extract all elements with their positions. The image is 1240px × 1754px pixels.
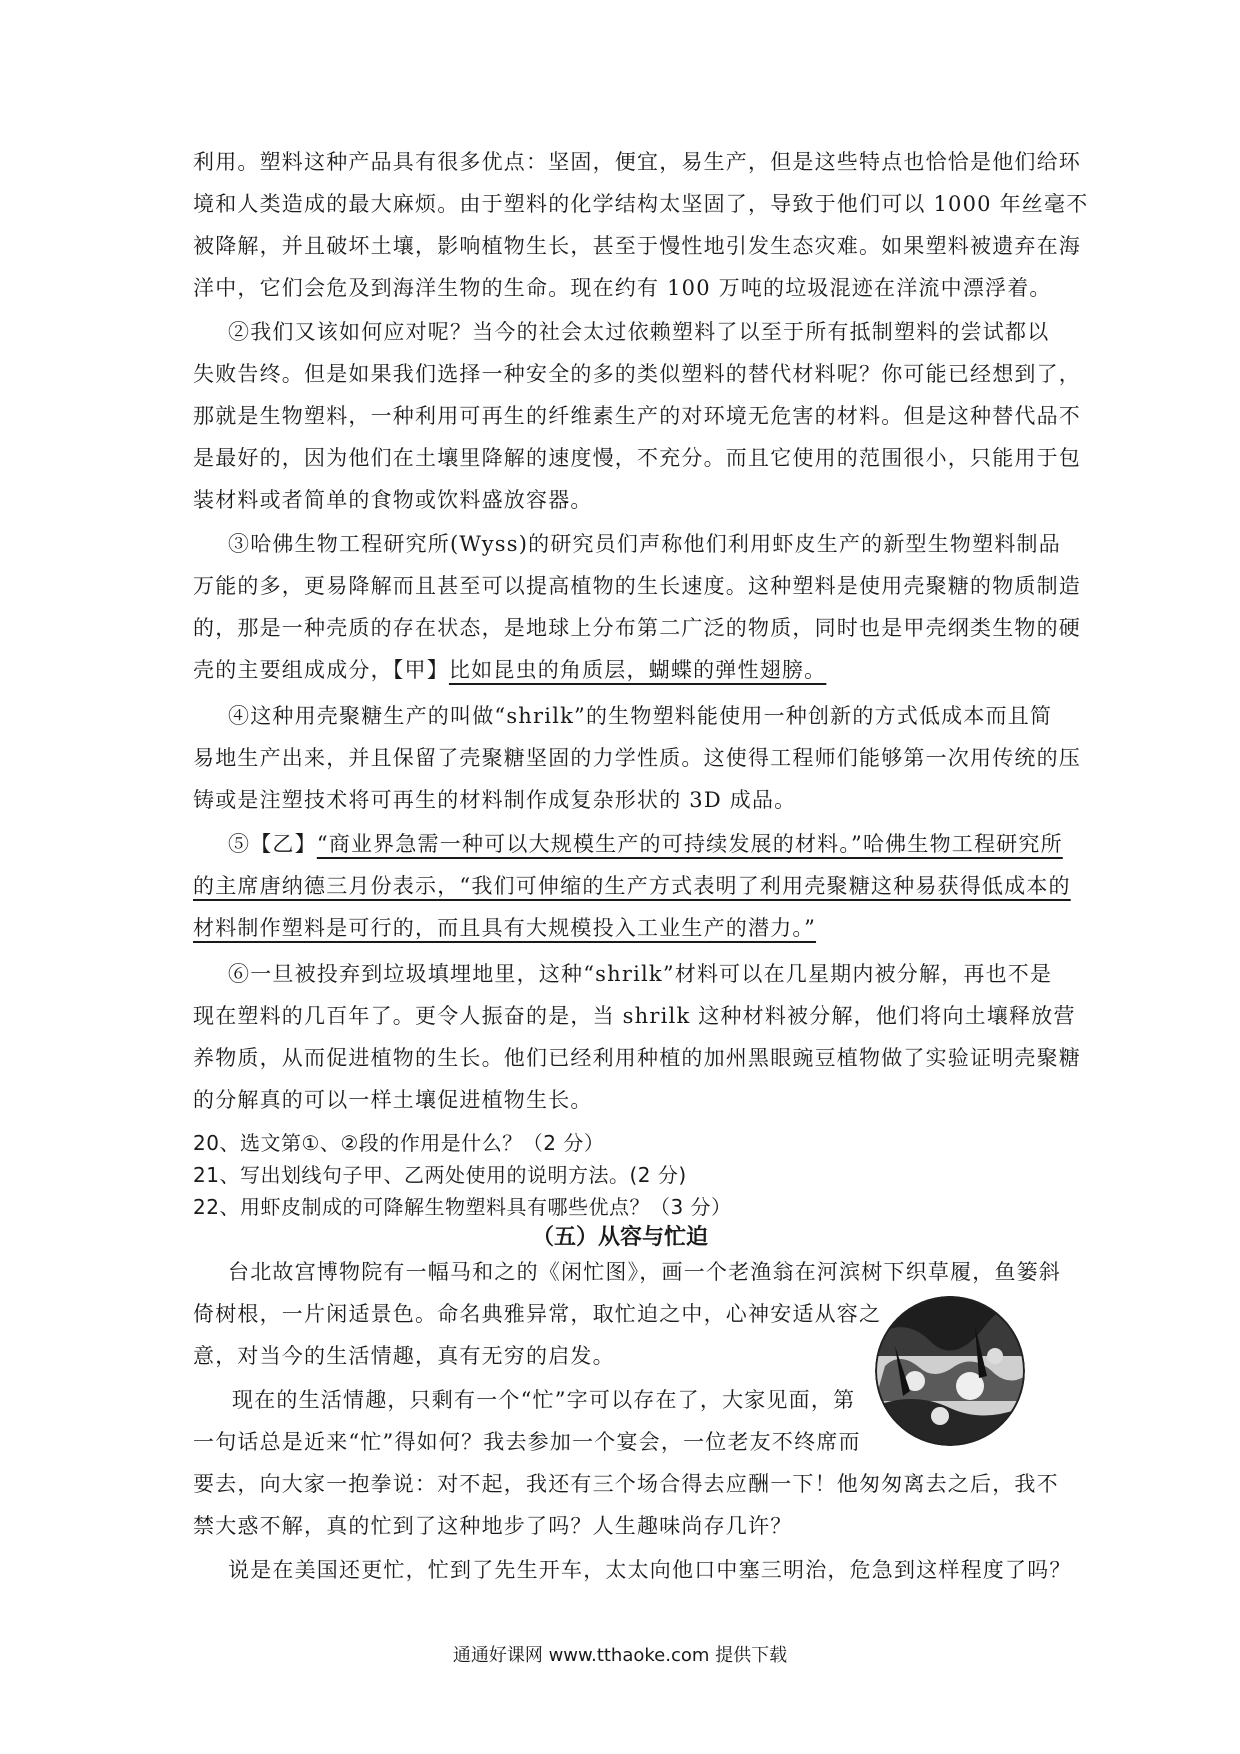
text-span: ⑤【乙】 [228,832,317,856]
text-line: ⑥一旦被投弃到垃圾填埋地里，这种“shrilk”材料可以在几星期内被分解，再也不是 [228,962,1053,986]
text-line: ②我们又该如何应对呢？当今的社会太过依赖塑料了以至于所有抵制塑料的尝试都以 [228,320,1050,344]
question-20: 20、选文第①、②段的作用是什么？（2 分） [193,1131,605,1155]
section-title: （五）从容与忙迫 [531,1225,708,1250]
text-line: 养物质，从而促进植物的生长。他们已经利用种植的加州黑眼豌豆植物做了实验证明壳聚糖 [193,1046,1081,1070]
text-line [228,829,1063,859]
question-21: 21、写出划线句子甲、乙两处使用的说明方法。(2 分) [193,1163,687,1187]
underlined-sentence-yi: 材料制作塑料是可行的，而且具有大规模投入工业生产的潜力。” [193,916,817,940]
text-span: 壳的主要组成成分，【甲】 [193,658,449,682]
text-line: 装材料或者简单的食物或饮料盛放容器。 [193,488,593,512]
text-line: 的，那是一种壳质的存在状态，是地球上分布第二广泛的物质，同时也是甲壳纲类生物的硬 [193,616,1081,640]
text-line: 洋中，它们会危及到海洋生物的生命。现在约有 100 万吨的垃圾混迹在洋流中漂浮着。 [193,276,1052,300]
text-line: 万能的多，更易降解而且甚至可以提高植物的生长速度。这种塑料是使用壳聚糖的物质制造 [193,574,1081,598]
text-line: 易地生产出来，并且保留了壳聚糖坚固的力学性质。这使得工程师们能够第一次用传统的压 [193,746,1081,770]
question-22: 22、用虾皮制成的可降解生物塑料具有哪些优点？（3 分） [193,1195,732,1219]
underlined-sentence-yi: 的主席唐纳德三月份表示，“我们可伸缩的生产方式表明了利用壳聚糖这种易获得低成本的 [193,874,1071,898]
underlined-sentence-yi: “商业界急需一种可以大规模生产的可持续发展的材料。”哈佛生物工程研究所 [316,832,1063,856]
text-line [193,655,826,685]
text-line: 倚树根，一片闲适景色。命名典雅异常，取忙迫之中，心神安适从容之 [193,1302,882,1326]
text-line: 的分解真的可以一样土壤促进植物生长。 [193,1088,593,1112]
text-line: 被降解，并且破坏土壤，影响植物生长，甚至于慢性地引发生态灾难。如果塑料被遗弃在海 [193,234,1081,258]
circular-painting-illustration-icon [875,1296,1025,1446]
text-line: ③哈佛生物工程研究所(Wyss)的研究员们声称他们利用虾皮生产的新型生物塑料制品 [228,532,1061,556]
text-line: 那就是生物塑料，一种利用可再生的纤维素生产的对环境无危害的材料。但是这种替代品不 [193,404,1081,428]
painting-image [875,1296,1025,1446]
text-line: ④这种用壳聚糖生产的叫做“shrilk”的生物塑料能使用一种创新的方式低成本而且简 [228,704,1053,728]
text-line: 禁大惑不解，真的忙到了这种地步了吗？人生趣味尚存几许？ [193,1514,793,1538]
text-line: 境和人类造成的最大麻烦。由于塑料的化学结构太坚固了，导致于他们可以 1000 年丝毫不 [193,192,1089,216]
text-line: 现在塑料的几百年了。更令人振奋的是，当 shrilk 这种材料被分解，他们将向土壤释放营 [193,1004,1076,1028]
text-line: 利用。塑料这种产品具有很多优点：坚固，便宜，易生产，但是这些特点也恰恰是他们给环 [193,150,1081,174]
text-line: 铸或是注塑技术将可再生的材料制作成复杂形状的 3D 成品。 [193,788,797,812]
text-line: 失败告终。但是如果我们选择一种安全的多的类似塑料的替代材料呢？你可能已经想到了， [193,362,1081,386]
text-line: 台北故宫博物院有一幅马和之的《闲忙图》，画一个老渔翁在河滨树下织草履，鱼篓斜 [228,1260,1062,1284]
text-line: 要去，向大家一抱拳说：对不起，我还有三个场合得去应酬一下！他匆匆离去之后，我不 [193,1472,1059,1496]
footer-download-notice: 通通好课网 www.tthaoke.com 提供下载 [452,1645,788,1666]
text-line: 一句话总是近来“忙”得如何？我去参加一个宴会，一位老友不终席而 [193,1430,861,1454]
text-line: 现在的生活情趣，只剩有一个“忙”字可以存在了，大家见面，第 [232,1388,856,1412]
text-line: 说是在美国还更忙，忙到了先生开车，太太向他口中塞三明治，危急到这样程度了吗？ [228,1558,1072,1582]
underlined-sentence-jia: 比如昆虫的角质层，蝴蝶的弹性翅膀。 [448,658,827,682]
text-line: 是最好的，因为他们在土壤里降解的速度慢，不充分。而且它使用的范围很小，只能用于包 [193,446,1081,470]
text-line: 意，对当今的生活情趣，真有无穷的启发。 [193,1344,615,1368]
